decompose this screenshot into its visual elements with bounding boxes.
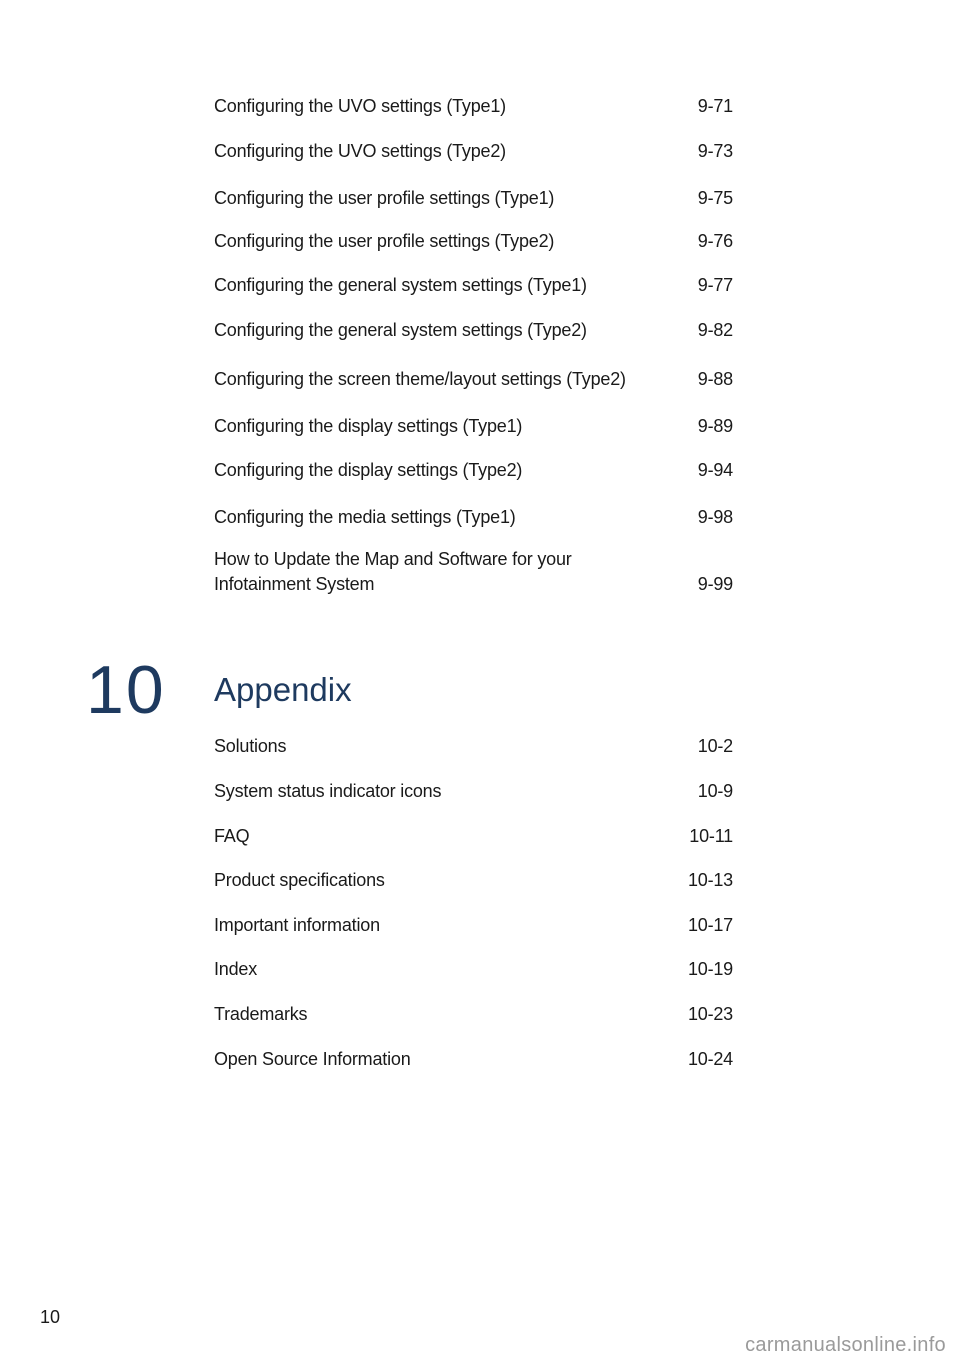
toc-entry-page: 9-82 bbox=[697, 320, 733, 340]
toc-entry-page: 10-19 bbox=[687, 959, 733, 979]
toc-entry[interactable] bbox=[214, 1047, 733, 1072]
toc-entry-title: FAQ bbox=[214, 826, 250, 846]
toc-entry-title: Configuring the user profile settings (Type2) bbox=[214, 231, 555, 251]
toc-entry-title: Index bbox=[214, 959, 258, 979]
toc-entry-title: How to Update the Map and Software for your Infotainment System bbox=[214, 549, 572, 594]
toc-entry-page: 9-94 bbox=[697, 460, 733, 480]
toc-entry[interactable] bbox=[214, 547, 733, 597]
toc-entry[interactable] bbox=[214, 94, 733, 119]
toc-entry-title: System status indicator icons bbox=[214, 781, 442, 801]
toc-entry[interactable] bbox=[214, 414, 733, 439]
toc-entry-page: 9-98 bbox=[697, 507, 733, 527]
toc-entry[interactable] bbox=[214, 458, 733, 483]
toc-entry-title: Solutions bbox=[214, 736, 287, 756]
toc-entry-page: 9-77 bbox=[697, 275, 733, 295]
toc-entry-title: Configuring the screen theme/layout settings (Type2) bbox=[214, 369, 626, 389]
toc-entry[interactable] bbox=[214, 868, 733, 893]
toc-entry[interactable] bbox=[214, 734, 733, 759]
page-number: 10 bbox=[40, 1307, 61, 1327]
chapter-title: Appendix bbox=[214, 671, 352, 708]
toc-entry-page: 9-89 bbox=[697, 416, 733, 436]
toc-entry-page: 10-24 bbox=[687, 1049, 733, 1069]
toc-entry[interactable] bbox=[214, 824, 733, 849]
toc-entry-page: 10-9 bbox=[697, 781, 733, 801]
toc-entry[interactable] bbox=[214, 318, 733, 343]
toc-entry[interactable] bbox=[214, 229, 733, 254]
toc-entry-title: Configuring the UVO settings (Type1) bbox=[214, 96, 506, 116]
toc-entry[interactable] bbox=[214, 1002, 733, 1027]
toc-entry[interactable] bbox=[214, 273, 733, 298]
toc-entry-page: 10-2 bbox=[697, 736, 733, 756]
toc-entry-title: Configuring the display settings (Type2) bbox=[214, 460, 523, 480]
toc-entry[interactable] bbox=[214, 505, 733, 530]
toc-entry-title: Configuring the display settings (Type1) bbox=[214, 416, 523, 436]
toc-entry-title: Configuring the general system settings (Type2) bbox=[214, 320, 587, 340]
toc-entry-page: 9-75 bbox=[697, 188, 733, 208]
toc-entry-page: 10-17 bbox=[687, 915, 733, 935]
toc-entry-page: 9-76 bbox=[697, 231, 733, 251]
watermark: carmanualsonline.info bbox=[745, 1334, 946, 1356]
toc-entry-title: Important information bbox=[214, 915, 380, 935]
toc-entry[interactable] bbox=[214, 779, 733, 804]
toc-entry-title: Product specifications bbox=[214, 870, 385, 890]
toc-entry-page: 9-88 bbox=[697, 369, 733, 389]
toc-entry-title: Trademarks bbox=[214, 1004, 308, 1024]
toc-entry-title: Configuring the media settings (Type1) bbox=[214, 507, 516, 527]
toc-entry[interactable] bbox=[214, 186, 733, 211]
toc-entry[interactable] bbox=[214, 957, 733, 982]
toc-entry-page: 10-13 bbox=[687, 870, 733, 890]
toc-entry-page: 10-23 bbox=[687, 1004, 733, 1024]
toc-entry-page: 9-71 bbox=[697, 96, 733, 116]
toc-entry[interactable] bbox=[214, 139, 733, 164]
toc-entry-page: 10-11 bbox=[689, 826, 733, 846]
chapter-number: 10 bbox=[86, 652, 166, 728]
toc-entry-page: 9-73 bbox=[697, 141, 733, 161]
toc-entry-title: Configuring the general system settings (Type1) bbox=[214, 275, 587, 295]
toc-entry[interactable] bbox=[214, 367, 733, 392]
toc-entry-title: Configuring the UVO settings (Type2) bbox=[214, 141, 506, 161]
toc-entry-page: 9-99 bbox=[697, 574, 733, 594]
toc-entry-title: Open Source Information bbox=[214, 1049, 411, 1069]
toc-entry-title: Configuring the user profile settings (Type1) bbox=[214, 188, 555, 208]
toc-entry[interactable] bbox=[214, 913, 733, 938]
